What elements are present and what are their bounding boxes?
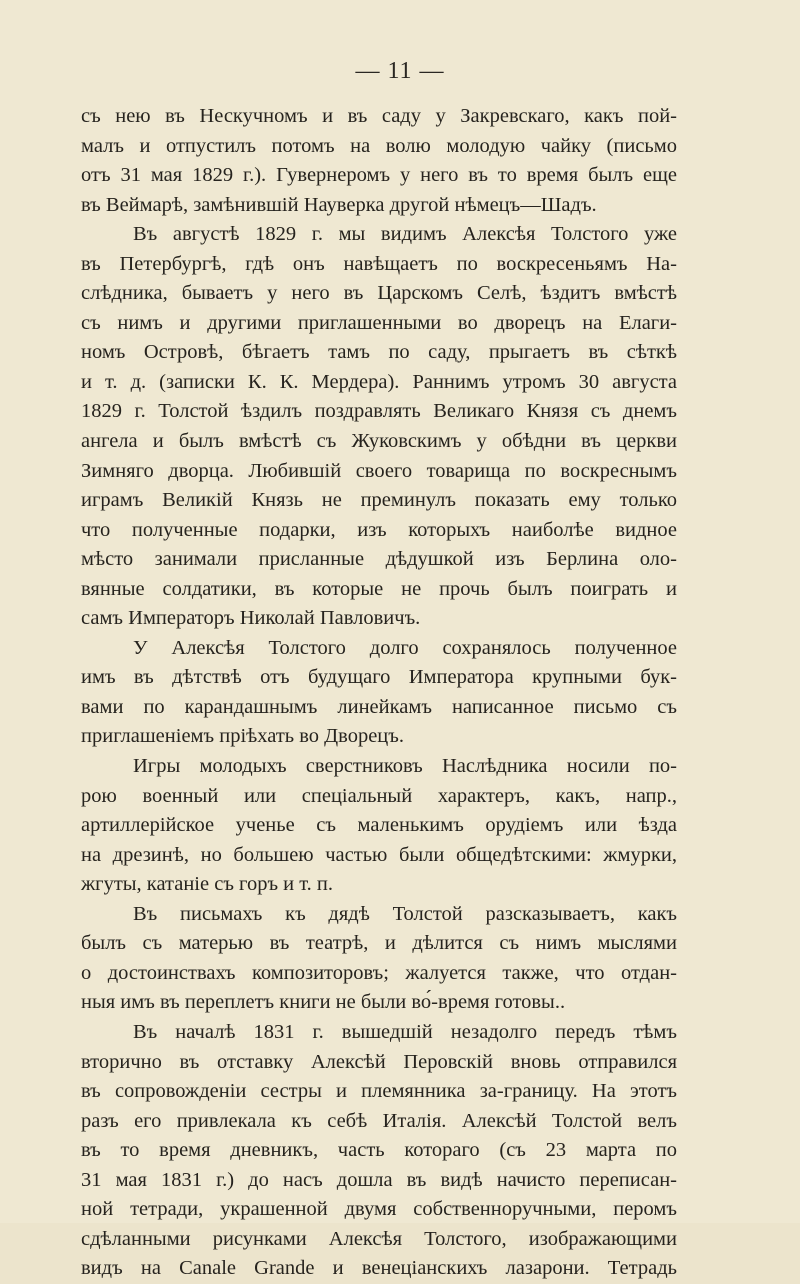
text-line: вторично въ отставку Алексѣй Перовскій вновь отправился	[81, 1050, 677, 1073]
text-line: въ сопровожденіи сестры и племянника за-границу. На этотъ	[81, 1080, 677, 1103]
text-line: артиллерійское ученье съ маленькимъ орудіемъ или ѣзда	[81, 814, 677, 837]
text-line: на дрезинѣ, но большею частью были общедѣтскими: жмурки,	[81, 843, 677, 866]
text-line: видъ на Canale Grande и венеціанскихъ лазарони. Тетрадь	[81, 1257, 677, 1280]
text-line: Въ началѣ 1831 г. вышедшій незадолго передъ тѣмъ	[133, 1020, 677, 1043]
text-line: въ то время дневникъ, часть котораго (съ 23 марта по	[81, 1139, 677, 1162]
text-line: отъ 31 мая 1829 г.). Гувернеромъ у него въ то время былъ еще	[81, 164, 677, 187]
text-line: рою военный или спеціальный характеръ, какъ, напр.,	[81, 784, 677, 807]
text-line: въ Петербургѣ, гдѣ онъ навѣщаетъ по воскресеньямъ На-	[81, 252, 677, 275]
text-line: 1829 г. Толстой ѣздилъ поздравлять Великаго Князя съ днемъ	[81, 400, 677, 423]
text-line: слѣдника, бываетъ у него въ Царскомъ Селѣ, ѣздитъ вмѣстѣ	[81, 282, 677, 305]
text-line: въ Веймарѣ, замѣнившій Науверка другой нѣмецъ—Шадъ.	[81, 193, 597, 216]
page-number: — 11 —	[355, 58, 445, 84]
text-line: сдѣланными рисунками Алексѣя Толстого, изображающими	[81, 1227, 677, 1250]
text-line: и т. д. (записки К. К. Мердера). Раннимъ утромъ 30 августа	[81, 370, 677, 393]
text-line: былъ съ матерью въ театрѣ, и дѣлится съ нимъ мыслями	[81, 932, 677, 955]
text-line: Въ письмахъ къ дядѣ Толстой разсказываетъ, какъ	[133, 902, 677, 925]
text-line: номъ Островѣ, бѣгаетъ тамъ по саду, прыгаетъ въ сѣткѣ	[81, 341, 677, 364]
text-line: ангела и былъ вмѣстѣ съ Жуковскимъ у обѣдни въ церкви	[81, 430, 677, 453]
text-line: Игры молодыхъ сверстниковъ Наслѣдника носили по-	[133, 755, 677, 778]
text-line: жгуты, катаніе съ горъ и т. п.	[81, 873, 334, 896]
text-line: о достоинствахъ композиторовъ; жалуется также, что отдан-	[81, 961, 677, 984]
text-line: съ нею въ Нескучномъ и въ саду у Закревскаго, какъ пой-	[81, 105, 677, 127]
text-line: что полученные подарки, изъ которыхъ наиболѣе видное	[81, 518, 677, 541]
text-line: вами по карандашнымъ линейкамъ написанное письмо съ	[81, 695, 677, 718]
text-line: вянные солдатики, въ которые не прочь былъ поиграть и	[81, 577, 677, 600]
text-line: малъ и отпустилъ потомъ на волю молодую чайку (письмо	[81, 134, 677, 157]
text-line: 31 мая 1831 г.) до насъ дошла въ видѣ начисто переписан-	[81, 1168, 677, 1191]
text-line: имъ въ дѣтствѣ отъ будущаго Императора крупными бук-	[81, 666, 677, 689]
text-line: съ нимъ и другими приглашенными во дворецъ на Елаги-	[81, 311, 677, 334]
text-line: мѣсто занимали присланные дѣдушкой изъ Берлина оло-	[81, 548, 677, 571]
text-line: ной тетради, украшенной двумя собственноручными, перомъ	[81, 1198, 677, 1221]
text-line: разъ его привлекала къ себѣ Италія. Алексѣй Толстой велъ	[81, 1109, 677, 1132]
text-line: ныя имъ въ переплетъ книги не были во́-время готовы..	[81, 991, 566, 1014]
text-line: Зимняго дворца. Любившій своего товарища по воскреснымъ	[81, 459, 677, 482]
body-text	[81, 102, 677, 1284]
text-line: приглашеніемъ пріѣхать во Дворецъ.	[81, 725, 404, 748]
text-line: У Алексѣя Толстого долго сохранялось полученное	[133, 636, 677, 659]
text-line: самъ Императоръ Николай Павловичъ.	[81, 607, 421, 630]
text-line: Въ августѣ 1829 г. мы видимъ Алексѣя Толстого уже	[133, 223, 677, 246]
text-line: играмъ Великій Князь не преминулъ показать ему только	[81, 489, 677, 512]
